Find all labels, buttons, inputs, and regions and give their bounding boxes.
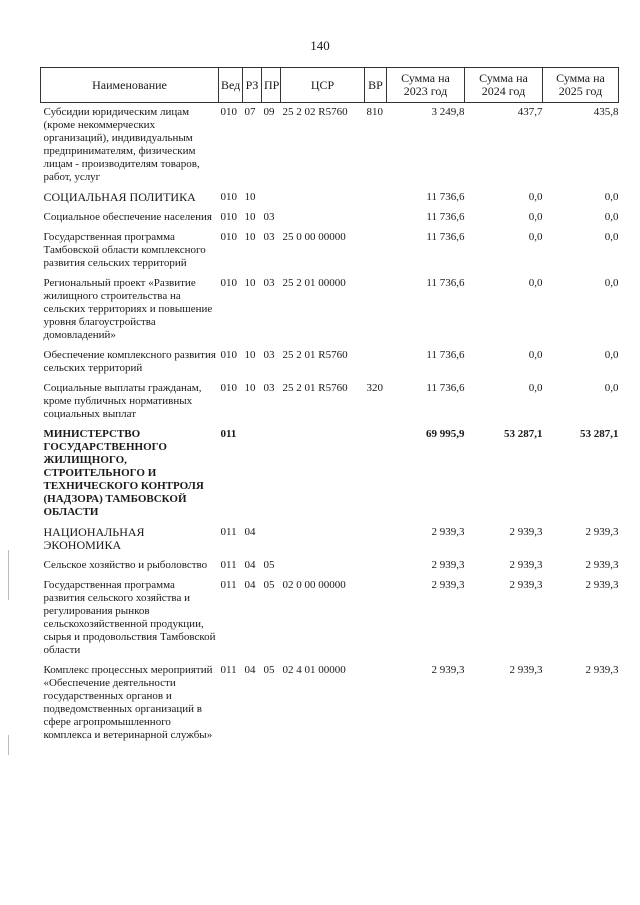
row-pr: 09 (263, 106, 275, 118)
row-ved: 010 (220, 277, 237, 289)
row-sum-2024: 0,0 (528, 191, 543, 203)
row-csr: 25 2 02 R5760 (282, 106, 348, 118)
row-pr (262, 523, 281, 556)
margin-mark (8, 550, 9, 600)
row-csr: 25 2 01 R5760 (282, 382, 348, 394)
row-ved: 010 (220, 382, 237, 394)
table-row (41, 208, 619, 228)
row-vr (365, 208, 387, 228)
header-csr: ЦСР (281, 68, 365, 103)
table-row (41, 523, 619, 556)
row-rz: 10 (244, 191, 256, 203)
row-rz: 04 (244, 559, 256, 571)
header-ved: Вед (219, 68, 243, 103)
row-vr (365, 523, 387, 556)
row-name: Сельское хозяйство и рыболовство (43, 559, 208, 571)
row-ved: 010 (220, 231, 237, 243)
row-sum-2023: 11 736,6 (426, 382, 465, 394)
table-row (41, 188, 619, 208)
row-csr (281, 188, 365, 208)
header-vr: ВР (365, 68, 387, 103)
row-name: Субсидии юридическим лицам (кроме некоммерческих организаций), индивидуальным предпринимателям, физическим лицам - производителям товаров, работ, услуг (43, 106, 200, 183)
row-vr (365, 661, 387, 746)
row-sum-2025: 2 939,3 (585, 579, 619, 591)
row-sum-2025: 2 939,3 (585, 559, 619, 571)
table-row (41, 228, 619, 274)
row-rz: 04 (244, 664, 256, 676)
row-csr (281, 208, 365, 228)
row-sum-2025: 2 939,3 (585, 664, 619, 676)
row-pr (262, 188, 281, 208)
header-rz: РЗ (243, 68, 262, 103)
table-row (41, 379, 619, 425)
row-sum-2025: 2 939,3 (585, 526, 619, 538)
row-rz: 07 (244, 106, 256, 118)
row-pr: 03 (263, 231, 275, 243)
row-sum-2024: 437,7 (517, 106, 543, 118)
row-ved: 011 (220, 526, 237, 538)
row-vr: 810 (366, 106, 383, 118)
row-csr: 02 4 01 00000 (282, 664, 346, 676)
row-rz: 04 (244, 526, 256, 538)
row-ved: 011 (220, 664, 237, 676)
row-sum-2023: 11 736,6 (426, 277, 465, 289)
row-vr (365, 556, 387, 576)
header-sum-2024: Сумма на 2024 год (465, 68, 543, 103)
row-sum-2025: 0,0 (604, 231, 619, 243)
row-ved: 010 (220, 349, 237, 361)
row-sum-2025: 0,0 (604, 382, 619, 394)
page-number: 140 (310, 38, 330, 53)
table-header-row (41, 68, 619, 103)
row-vr (365, 274, 387, 346)
row-vr (365, 425, 387, 523)
header-pr: ПР (262, 68, 281, 103)
row-sum-2024: 2 939,3 (509, 526, 543, 538)
row-sum-2025: 0,0 (604, 191, 619, 203)
table-row (41, 103, 619, 189)
table-body (41, 103, 619, 747)
row-sum-2023: 69 995,9 (426, 428, 465, 440)
row-sum-2024: 53 287,1 (504, 428, 543, 440)
row-sum-2025: 435,8 (593, 106, 619, 118)
row-name: Социальные выплаты гражданам, кроме публичных нормативных социальных выплат (43, 382, 202, 420)
row-sum-2024: 0,0 (528, 211, 543, 223)
row-csr: 25 0 00 00000 (282, 231, 346, 243)
row-pr: 03 (263, 382, 275, 394)
row-name: Обеспечение комплексного развития сельских территорий (43, 349, 216, 374)
row-csr (281, 523, 365, 556)
row-rz: 10 (244, 382, 256, 394)
row-sum-2025: 0,0 (604, 277, 619, 289)
row-pr: 05 (263, 559, 275, 571)
row-ved: 010 (220, 106, 237, 118)
row-ved: 010 (220, 211, 237, 223)
header-name: Наименование (41, 68, 219, 103)
row-csr (281, 556, 365, 576)
row-csr: 25 2 01 R5760 (282, 349, 348, 361)
row-vr (365, 346, 387, 379)
row-ved: 011 (220, 579, 237, 591)
row-sum-2023: 2 939,3 (431, 559, 465, 571)
row-sum-2023: 11 736,6 (426, 349, 465, 361)
header-sum-2025: Сумма на 2025 год (543, 68, 619, 103)
budget-table (40, 67, 619, 746)
row-ved: 011 (220, 559, 237, 571)
row-pr: 03 (263, 211, 275, 223)
row-csr: 02 0 00 00000 (282, 579, 346, 591)
row-csr: 25 2 01 00000 (282, 277, 346, 289)
row-name: Государственная программа развития сельского хозяйства и регулирования рынков сельскохозяйственной продукции, сырья и продовольствия Тамбовской области (43, 579, 216, 656)
row-ved: 010 (220, 191, 237, 203)
row-vr (365, 228, 387, 274)
margin-mark (8, 735, 9, 755)
table-row (41, 576, 619, 661)
table-row (41, 274, 619, 346)
row-name: Комплекс процессных мероприятий «Обеспечение деятельности государственных органов и подведомственных организаций в сфере агропромышленного комплекса и ветеринарной службы» (43, 664, 213, 741)
row-sum-2024: 0,0 (528, 349, 543, 361)
row-sum-2024: 2 939,3 (509, 664, 543, 676)
row-pr: 03 (263, 349, 275, 361)
row-name: НАЦИОНАЛЬНАЯ ЭКОНОМИКА (43, 525, 145, 552)
row-sum-2025: 0,0 (604, 349, 619, 361)
table-row (41, 425, 619, 523)
table-row (41, 556, 619, 576)
table-row (41, 661, 619, 746)
table-row (41, 346, 619, 379)
row-sum-2024: 0,0 (528, 382, 543, 394)
row-sum-2023: 2 939,3 (431, 664, 465, 676)
row-rz (243, 425, 262, 523)
row-vr (365, 576, 387, 661)
row-sum-2024: 2 939,3 (509, 579, 543, 591)
row-rz: 10 (244, 211, 256, 223)
row-name: Государственная программа Тамбовской области комплексного развития сельских территорий (43, 231, 206, 269)
row-name: МИНИСТЕРСТВО ГОСУДАРСТВЕННОГО ЖИЛИЩНОГО, СТРОИТЕЛЬНОГО И ТЕХНИЧЕСКОГО КОНТРОЛЯ (НАДЗОРА) ТАМБОВСКОЙ ОБЛАСТИ (43, 428, 204, 518)
row-sum-2023: 2 939,3 (431, 579, 465, 591)
row-vr (365, 188, 387, 208)
row-rz: 04 (244, 579, 256, 591)
row-sum-2023: 11 736,6 (426, 191, 465, 203)
row-sum-2025: 0,0 (604, 211, 619, 223)
row-sum-2024: 0,0 (528, 277, 543, 289)
row-vr: 320 (366, 382, 383, 394)
row-rz: 10 (244, 349, 256, 361)
row-pr: 05 (263, 579, 275, 591)
row-sum-2023: 11 736,6 (426, 211, 465, 223)
row-sum-2023: 11 736,6 (426, 231, 465, 243)
row-rz: 10 (244, 231, 256, 243)
row-sum-2024: 0,0 (528, 231, 543, 243)
row-sum-2024: 2 939,3 (509, 559, 543, 571)
row-sum-2025: 53 287,1 (580, 428, 619, 440)
row-ved: 011 (220, 428, 237, 440)
row-name: СОЦИАЛЬНАЯ ПОЛИТИКА (43, 190, 196, 204)
row-sum-2023: 2 939,3 (431, 526, 465, 538)
row-sum-2023: 3 249,8 (431, 106, 465, 118)
row-csr (281, 425, 365, 523)
row-name: Социальное обеспечение населения (43, 211, 212, 223)
row-pr (262, 425, 281, 523)
row-name: Региональный проект «Развитие жилищного строительства на сельских территориях и повышение уровня благоустройства домовладений» (43, 277, 213, 341)
header-sum-2023: Сумма на 2023 год (387, 68, 465, 103)
row-rz: 10 (244, 277, 256, 289)
row-pr: 03 (263, 277, 275, 289)
row-pr: 05 (263, 664, 275, 676)
